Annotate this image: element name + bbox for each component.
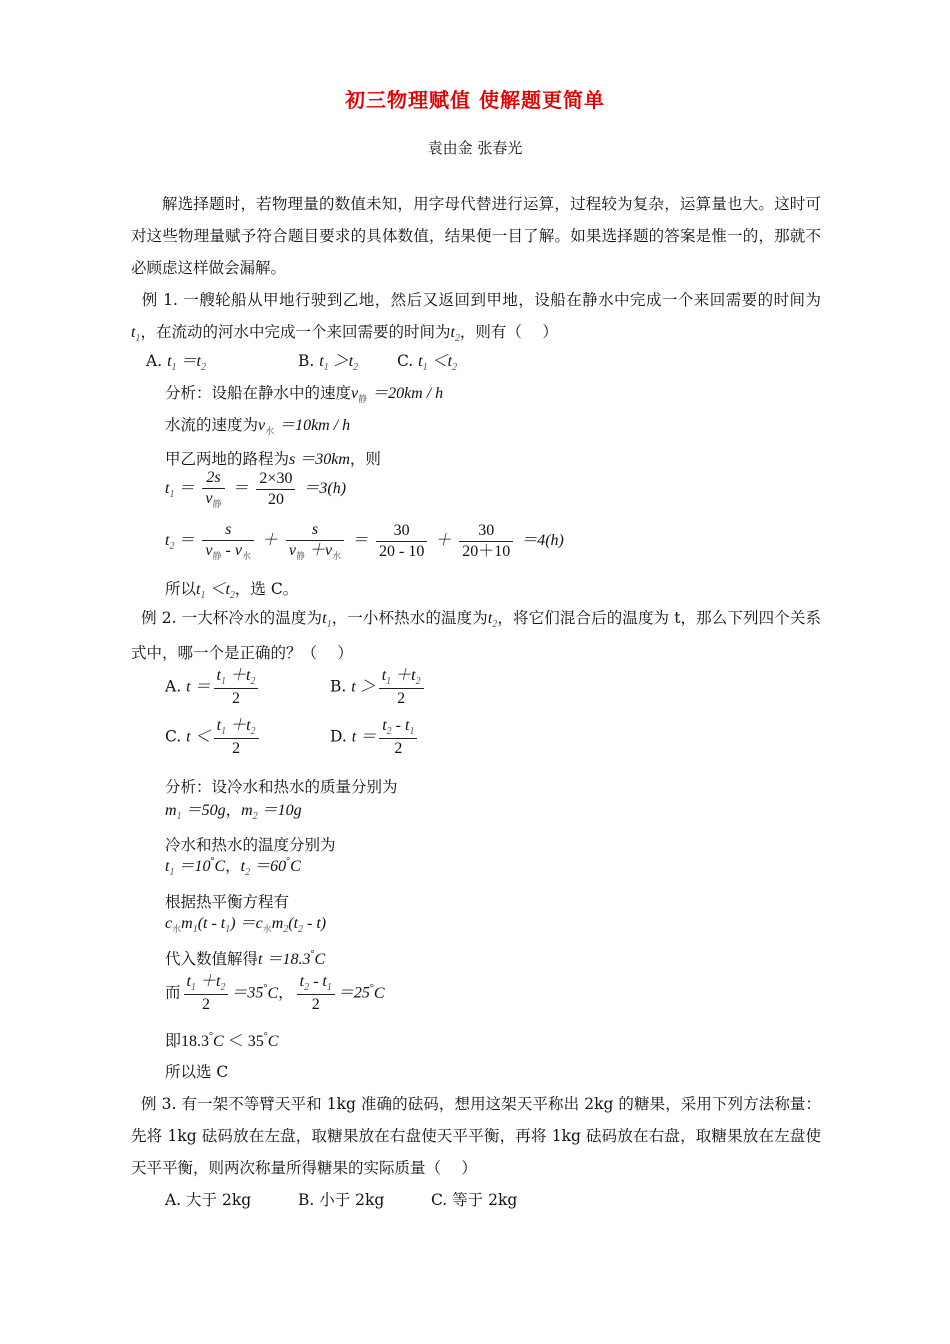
example-2-option-b: B. t ＞ $\frac{t_1 +t_2}{2}$ [330,666,427,709]
example-2-balance-label: 根据热平衡方程有 [165,893,290,911]
example-3-option-c: C. 等于 2kg [431,1191,518,1209]
example-1-option-a: A. $t_1 =t_2$ [146,352,206,373]
intro-paragraph: 解选择题时，若物理量的数值未知，用字母代替进行运算，过程较为复杂，运算量也大。这时可对这些物理量赋予符合题目要求的具体数值，结果便一目了解。如果选择题的答案是惟一的，那就不必顾虑这样做会漏解。 [131,195,821,277]
example-1-formula-t2: $t_2$ ＝ $\frac{s}{v_静 - v_水}$ ＋ $\frac{s}{v_静 +v_水}$ ＝ $\frac{30}{20 - 10}$ ＋ $\frac{30}{20+10}$ ＝4(h) [165,521,564,561]
example-1-question: 例 1. 一艘轮船从甲地行驶到乙地，然后又返回到甲地，设船在静水中完成一个来回需要的时间为$t_1$，在流动的河水中完成一个来回需要的时间为$t_2$，则有（ ） [131,291,821,344]
example-1-formula-t1: $t_1$ ＝ $\frac{2s}{v_静}$ ＝ $\frac{2\times 30}{20}$ ＝3(h) [165,469,347,509]
example-1-conclusion: 所以$t_1 <t_2$，选 C。 [165,580,299,601]
example-3-question: 例 3. 有一架不等臂天平和 1kg 准确的砝码，想用这架天平称出 2kg 的糖果，采用下列方法称量：先将 1kg 砝码放在左盘，取糖果放在右盘使天平平衡，再将 1kg 砝码放在右盘，取糖果放在左盘使天平平衡，则两次称量所得糖果的实际质量（ ） [131,1095,821,1177]
page-title: 初三物理赋值 使解题更简单 [345,88,605,112]
authors: 袁由金 张春光 [427,139,523,157]
example-2-temps: $t_1 =10^\circ C$，$t_2 =60^\circ C$ [165,856,301,878]
example-1-option-b: B. $t_1 >t_2$ [298,352,359,373]
example-1-option-c: C. $t_1 <t_2$ [397,352,458,373]
example-2-comparison: 而 $\frac{t_1 +t_2}{2}$ ＝35°C， $\frac{t_2 - t_1}{2}$ ＝25°C [165,973,385,1013]
example-2-conclusion: 所以选 C [165,1063,229,1081]
example-2-temps-label: 冷水和热水的温度分别为 [165,836,336,854]
example-3-option-b: B. 小于 2kg [298,1191,385,1209]
example-2-inequality: 即18.3°C ＜ 35°C [165,1031,279,1050]
example-1-analysis: 分析：设船在静水中的速度$v_静 =20km / h$ [165,384,444,404]
example-1-distance: 甲乙两地的路程为s ＝30km，则 [165,450,381,468]
example-3-option-a: A. 大于 2kg [165,1191,252,1209]
example-2-solution: 代入数值解得t ＝18.3°C [165,949,326,968]
example-2-option-d: D. t ＝ $\frac{t_2 - t_1}{2}$ [330,716,420,759]
example-2-balance-equation: $c_水m_1(t - t_1) =c_水m_2(t_2 - t)$ [165,915,327,935]
example-2-option-c: C. t ＜ $\frac{t_1 +t_2}{2}$ [165,716,262,759]
example-2-option-a: A. t ＝ $\frac{t_1 +t_2}{2}$ [165,666,261,709]
example-2-masses: $m_1 =50g$，$m_2 =10g$ [165,801,302,822]
example-2-question: 例 2. 一大杯冷水的温度为$t_1$，一小杯热水的温度为$t_2$，将它们混合后的温度为 t，那么下列四个关系式中，哪一个是正确的？（ ） [131,609,821,662]
example-2-analysis: 分析：设冷水和热水的质量分别为 [165,778,398,796]
example-1-current-speed: 水流的速度为$v_水 =10km / h$ [165,416,351,436]
